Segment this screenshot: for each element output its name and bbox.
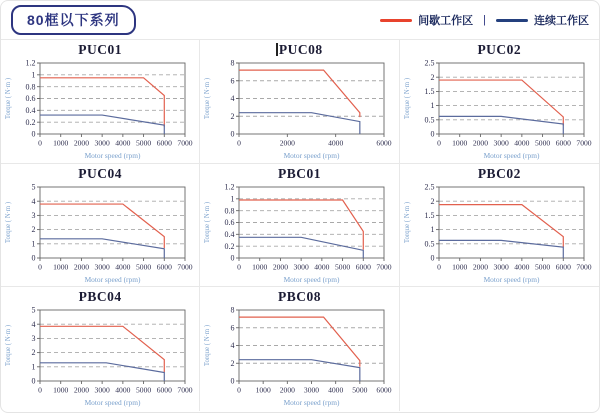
svg-text:Motor speed (rpm): Motor speed (rpm) [483, 151, 540, 160]
chart-title: PBC04 [78, 289, 122, 305]
svg-text:5: 5 [31, 182, 36, 192]
chart-cell-pbc02 [400, 164, 599, 288]
svg-text:7000: 7000 [177, 138, 193, 148]
chart-title: PBC01 [277, 165, 321, 181]
svg-text:Torque ( N·m ): Torque ( N·m ) [4, 77, 12, 120]
svg-text:3000: 3000 [94, 138, 110, 148]
svg-text:6000: 6000 [355, 262, 371, 272]
empty-cell [400, 287, 599, 411]
svg-text:0.8: 0.8 [224, 205, 235, 215]
panel-header [1, 1, 599, 39]
svg-text:4000: 4000 [314, 262, 330, 272]
svg-text:0: 0 [436, 138, 441, 148]
svg-text:2.5: 2.5 [424, 182, 435, 192]
svg-text:6000: 6000 [156, 138, 172, 148]
svg-text:Motor speed (rpm): Motor speed (rpm) [483, 274, 540, 284]
red-line-swatch [380, 19, 412, 22]
torque-speed-plot-pbc02 [401, 182, 598, 285]
svg-text:4000: 4000 [114, 138, 131, 148]
svg-text:2: 2 [230, 359, 235, 369]
chart-title: PBC02 [477, 165, 521, 181]
svg-text:6000: 6000 [156, 262, 172, 272]
svg-text:Torque ( N·m ): Torque ( N·m ) [203, 325, 211, 367]
chart-cell-puc02 [400, 40, 599, 164]
svg-text:0.6: 0.6 [224, 217, 235, 227]
svg-text:2: 2 [430, 196, 435, 206]
svg-text:4000: 4000 [114, 385, 131, 395]
svg-text:0.5: 0.5 [424, 115, 435, 125]
chart-cell-pbc08 [200, 287, 399, 411]
svg-text:0: 0 [31, 253, 36, 263]
svg-text:6000: 6000 [156, 385, 172, 395]
svg-text:Motor speed (rpm): Motor speed (rpm) [283, 274, 340, 284]
chart-grid [1, 39, 599, 411]
legend-item-continuous [496, 12, 589, 28]
chart-cell-pbc01 [200, 164, 399, 288]
svg-text:7000: 7000 [177, 262, 193, 272]
svg-text:0.6: 0.6 [25, 94, 36, 104]
svg-text:2: 2 [430, 72, 435, 82]
svg-text:1000: 1000 [252, 262, 268, 272]
svg-text:1: 1 [31, 239, 36, 249]
svg-text:1: 1 [230, 194, 235, 204]
chart-title: PUC02 [477, 42, 522, 57]
svg-text:0: 0 [436, 262, 441, 272]
svg-text:Torque ( N·m ): Torque ( N·m ) [403, 77, 411, 120]
svg-text:0: 0 [430, 253, 435, 263]
chart-cell-pbc04 [1, 287, 200, 411]
svg-text:1000: 1000 [451, 138, 468, 148]
svg-text:0.4: 0.4 [25, 105, 36, 115]
svg-text:0.4: 0.4 [224, 229, 235, 239]
chart-title: PBC08 [277, 289, 321, 305]
svg-text:6: 6 [230, 76, 235, 86]
svg-text:0: 0 [37, 262, 42, 272]
svg-text:Motor speed (rpm): Motor speed (rpm) [84, 151, 141, 160]
svg-text:1000: 1000 [52, 262, 68, 272]
svg-text:2000: 2000 [279, 385, 295, 395]
chart-cell-puc08 [200, 40, 399, 164]
torque-speed-plot-puc02 [401, 58, 598, 161]
svg-text:0: 0 [230, 253, 235, 263]
svg-text:2.5: 2.5 [424, 58, 435, 68]
svg-text:2000: 2000 [73, 138, 89, 148]
svg-text:Torque ( N·m ): Torque ( N·m ) [403, 201, 411, 243]
legend-item-intermittent [380, 12, 473, 28]
svg-text:5000: 5000 [352, 385, 368, 395]
svg-text:Motor speed (rpm): Motor speed (rpm) [84, 274, 141, 284]
svg-text:0: 0 [230, 376, 235, 386]
svg-text:2000: 2000 [272, 262, 289, 272]
svg-text:2: 2 [31, 224, 36, 234]
chart-title: PUC08 [200, 42, 398, 58]
svg-text:Torque ( N·m ): Torque ( N·m ) [4, 325, 12, 367]
text-cursor [276, 43, 278, 56]
svg-text:2000: 2000 [472, 262, 488, 272]
svg-text:6000: 6000 [376, 138, 392, 148]
svg-text:0.2: 0.2 [224, 241, 235, 251]
svg-text:7000: 7000 [177, 385, 193, 395]
svg-text:2: 2 [230, 111, 235, 121]
svg-text:Torque ( N·m ): Torque ( N·m ) [203, 77, 211, 120]
svg-text:3000: 3000 [94, 385, 110, 395]
svg-text:1000: 1000 [451, 262, 468, 272]
svg-text:Motor speed (rpm): Motor speed (rpm) [283, 398, 340, 408]
svg-text:1: 1 [31, 70, 36, 80]
svg-text:5000: 5000 [534, 262, 550, 272]
series-badge: 80框以下系列 [11, 5, 136, 35]
svg-text:5000: 5000 [135, 385, 151, 395]
svg-text:7000: 7000 [576, 262, 592, 272]
svg-text:3000: 3000 [293, 262, 309, 272]
torque-speed-plot-puc04 [2, 182, 199, 285]
torque-speed-plot-pbc04 [2, 305, 199, 408]
svg-text:2000: 2000 [73, 385, 89, 395]
svg-text:1000: 1000 [52, 385, 68, 395]
blue-line-swatch [496, 19, 528, 22]
svg-text:4000: 4000 [514, 138, 530, 148]
chart-cell-puc04 [1, 164, 200, 288]
chart-cell-puc01 [1, 40, 200, 164]
svg-text:3: 3 [31, 334, 36, 344]
svg-text:1.5: 1.5 [424, 210, 435, 220]
svg-text:2000: 2000 [279, 138, 295, 148]
torque-speed-plot-pbc08 [201, 305, 398, 408]
svg-text:1.5: 1.5 [424, 87, 435, 96]
svg-text:3000: 3000 [94, 262, 110, 272]
svg-text:0: 0 [430, 129, 435, 139]
svg-text:4: 4 [230, 341, 235, 351]
svg-text:Motor speed (rpm): Motor speed (rpm) [84, 398, 141, 408]
svg-text:4000: 4000 [328, 138, 344, 148]
svg-text:0: 0 [237, 385, 241, 395]
svg-text:3: 3 [31, 210, 36, 220]
svg-text:1000: 1000 [52, 138, 68, 148]
legend [380, 12, 589, 28]
svg-text:7000: 7000 [576, 138, 592, 148]
legend-label-continuous: 连续工作区 [534, 15, 589, 27]
svg-text:3000: 3000 [493, 262, 509, 272]
svg-text:4: 4 [31, 320, 36, 330]
svg-text:0: 0 [37, 385, 42, 395]
svg-text:5: 5 [31, 305, 36, 315]
svg-text:6000: 6000 [555, 262, 571, 272]
svg-text:2000: 2000 [472, 138, 488, 148]
svg-text:0.8: 0.8 [25, 82, 36, 92]
torque-speed-plot-pbc01 [201, 182, 398, 285]
svg-text:0: 0 [31, 129, 36, 139]
svg-text:1: 1 [31, 362, 36, 372]
svg-text:4: 4 [230, 94, 235, 104]
svg-text:3000: 3000 [303, 385, 320, 395]
chart-title: PUC04 [78, 165, 123, 181]
svg-text:4000: 4000 [328, 385, 344, 395]
svg-text:6000: 6000 [555, 138, 571, 148]
svg-text:4000: 4000 [514, 262, 530, 272]
svg-text:0.5: 0.5 [424, 239, 435, 249]
svg-text:1.2: 1.2 [25, 58, 36, 68]
svg-text:Torque ( N·m ): Torque ( N·m ) [203, 201, 211, 243]
torque-speed-plot-puc01 [2, 58, 199, 161]
svg-text:1: 1 [430, 101, 435, 111]
svg-text:Motor speed (rpm): Motor speed (rpm) [283, 151, 340, 160]
legend-label-intermittent: 间歇工作区 [418, 15, 474, 27]
svg-text:3000: 3000 [493, 138, 509, 148]
svg-text:1000: 1000 [255, 385, 271, 395]
svg-text:4000: 4000 [114, 262, 131, 272]
torque-speed-plot-puc08 [201, 58, 398, 161]
svg-text:0: 0 [230, 129, 235, 139]
svg-text:5000: 5000 [334, 262, 351, 272]
svg-text:5000: 5000 [135, 138, 151, 148]
svg-text:7000: 7000 [376, 262, 392, 272]
svg-text:2: 2 [31, 348, 36, 358]
svg-text:0.2: 0.2 [25, 117, 36, 127]
svg-text:2000: 2000 [73, 262, 89, 272]
svg-text:0: 0 [31, 376, 36, 386]
chart-title: PUC01 [78, 42, 123, 57]
svg-text:0: 0 [237, 138, 241, 148]
svg-text:0: 0 [37, 138, 42, 148]
svg-text:Torque ( N·m ): Torque ( N·m ) [4, 201, 12, 243]
svg-text:8: 8 [230, 58, 235, 68]
svg-text:5000: 5000 [135, 262, 151, 272]
svg-text:5000: 5000 [534, 138, 550, 148]
svg-text:1: 1 [430, 224, 435, 234]
svg-text:1.2: 1.2 [224, 182, 235, 192]
legend-separator: | [483, 14, 486, 26]
svg-text:4: 4 [31, 196, 36, 206]
svg-text:6: 6 [230, 323, 235, 333]
svg-text:6000: 6000 [376, 385, 392, 395]
svg-text:8: 8 [230, 305, 235, 315]
svg-text:0: 0 [237, 262, 241, 272]
